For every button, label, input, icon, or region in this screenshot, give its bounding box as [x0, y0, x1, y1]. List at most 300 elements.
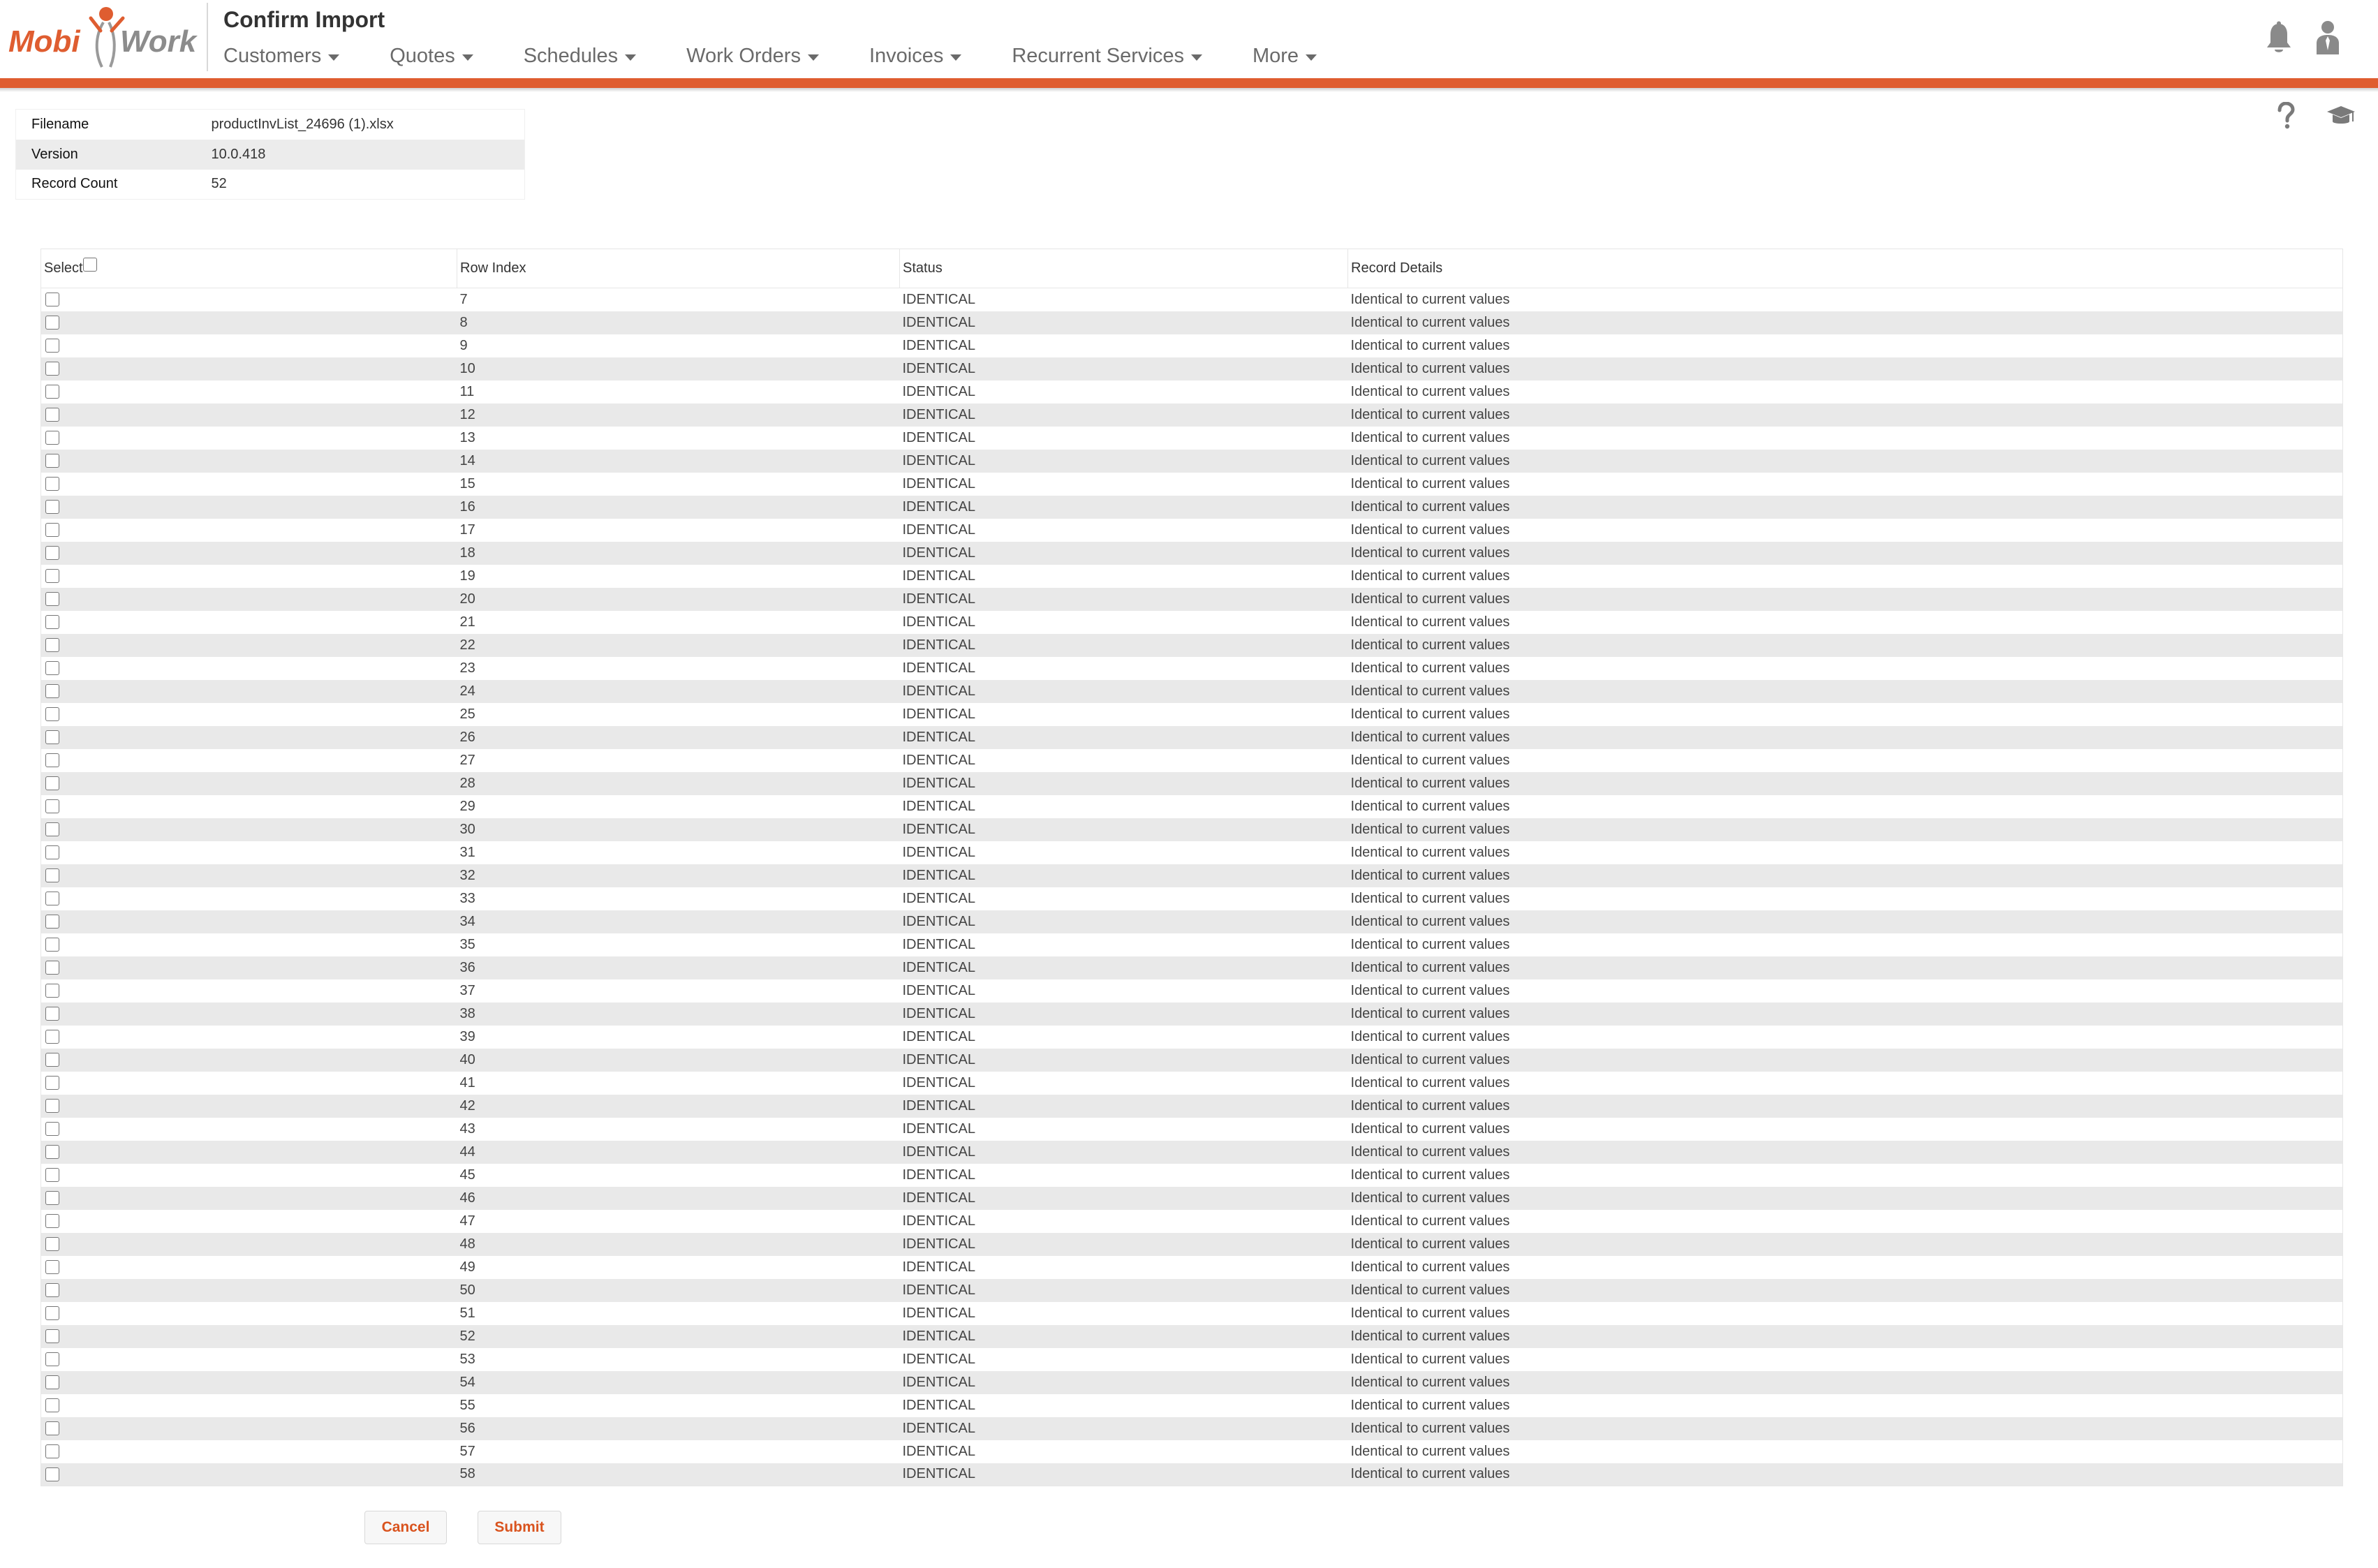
record-details-cell: Identical to current values — [1348, 1325, 2343, 1348]
record-details-cell: Identical to current values — [1348, 818, 2343, 841]
table-row — [41, 1325, 2343, 1348]
row-select-cell — [41, 910, 457, 933]
record-details-cell: Identical to current values — [1348, 726, 2343, 749]
record-details-cell: Identical to current values — [1350, 1074, 1510, 1090]
row-select-checkbox[interactable] — [45, 661, 59, 675]
status-cell: IDENTICAL — [900, 1417, 1348, 1440]
col-header-select — [41, 249, 457, 288]
row-index-cell: 39 — [459, 1028, 475, 1044]
row-select-cell — [41, 818, 457, 841]
status-cell: IDENTICAL — [902, 568, 975, 584]
row-select-cell — [41, 1072, 457, 1095]
table-row — [41, 1118, 2343, 1141]
row-select-cell — [41, 1463, 457, 1486]
row-select-cell — [41, 1440, 457, 1463]
table-row — [41, 818, 2343, 841]
table-row — [41, 910, 2343, 933]
row-select-checkbox[interactable] — [45, 799, 59, 813]
nav-more[interactable] — [1253, 45, 1317, 68]
status-cell: IDENTICAL — [902, 890, 975, 906]
row-select-cell — [41, 1210, 457, 1233]
table-row — [41, 841, 2343, 864]
row-index-cell: 30 — [457, 818, 900, 841]
row-select-checkbox[interactable] — [45, 730, 59, 744]
table-row — [41, 1141, 2343, 1164]
status-cell: IDENTICAL — [900, 1325, 1348, 1348]
row-index-cell: 37 — [459, 982, 475, 998]
meta-value: 52 — [211, 176, 227, 192]
row-index-cell: 48 — [457, 1233, 900, 1256]
status-cell: IDENTICAL — [902, 1259, 975, 1275]
table-row — [41, 357, 2343, 380]
row-select-cell — [41, 1417, 457, 1440]
status-cell: IDENTICAL — [900, 864, 1348, 887]
table-row — [41, 1302, 2343, 1325]
row-index-cell: 10 — [457, 357, 900, 380]
row-select-cell — [41, 634, 457, 657]
row-select-checkbox[interactable] — [45, 1191, 59, 1205]
table-row — [41, 427, 2343, 450]
record-details-cell: Identical to current values — [1350, 1397, 1510, 1413]
record-details-cell: Identical to current values — [1348, 1003, 2343, 1026]
row-select-cell — [41, 772, 457, 795]
status-cell: IDENTICAL — [902, 522, 975, 538]
row-select-cell — [41, 611, 457, 634]
row-select-checkbox[interactable] — [45, 1099, 59, 1113]
status-cell: IDENTICAL — [900, 1463, 1348, 1486]
row-select-cell — [41, 519, 457, 542]
row-select-cell — [41, 311, 457, 334]
status-cell: IDENTICAL — [902, 1443, 975, 1459]
table-row — [41, 473, 2343, 496]
row-index-cell: 11 — [459, 383, 475, 399]
row-select-checkbox[interactable] — [45, 408, 59, 422]
status-cell: IDENTICAL — [902, 1120, 975, 1137]
row-select-checkbox[interactable] — [45, 316, 59, 330]
row-index-cell: 7 — [459, 291, 468, 307]
status-cell: IDENTICAL — [902, 1028, 975, 1044]
row-index-cell: 29 — [459, 798, 475, 814]
table-row — [41, 795, 2343, 818]
status-cell: IDENTICAL — [900, 357, 1348, 380]
status-cell: IDENTICAL — [902, 936, 975, 952]
status-cell: IDENTICAL — [900, 496, 1348, 519]
record-details-cell: Identical to current values — [1348, 1141, 2343, 1164]
row-select-checkbox[interactable] — [45, 868, 59, 882]
cancel-button[interactable]: Cancel — [364, 1511, 447, 1544]
record-details-cell: Identical to current values — [1350, 1213, 1510, 1229]
row-select-checkbox[interactable] — [45, 638, 59, 652]
row-index-cell: 40 — [457, 1049, 900, 1072]
row-select-checkbox[interactable] — [45, 454, 59, 468]
row-select-checkbox[interactable] — [45, 1053, 59, 1067]
record-details-cell: Identical to current values — [1350, 844, 1510, 860]
row-index-cell: 13 — [459, 429, 475, 445]
row-select-cell — [41, 1371, 457, 1394]
table-row — [41, 1187, 2343, 1210]
row-select-cell — [41, 726, 457, 749]
table-row — [41, 380, 2343, 404]
status-cell: IDENTICAL — [902, 798, 975, 814]
logo-divider — [207, 3, 208, 71]
table-row — [41, 288, 2343, 311]
row-select-cell — [41, 357, 457, 380]
row-select-checkbox[interactable] — [45, 1398, 59, 1412]
status-cell: IDENTICAL — [900, 1003, 1348, 1026]
status-cell: IDENTICAL — [900, 588, 1348, 611]
record-details-cell: Identical to current values — [1348, 357, 2343, 380]
table-row — [41, 956, 2343, 979]
row-select-cell — [41, 450, 457, 473]
row-select-checkbox[interactable] — [45, 1260, 59, 1274]
row-select-cell — [41, 1049, 457, 1072]
row-select-cell — [41, 1118, 457, 1141]
nav-customers[interactable] — [223, 45, 339, 68]
status-cell: IDENTICAL — [902, 660, 975, 676]
row-select-checkbox[interactable] — [45, 892, 59, 905]
table-row — [41, 933, 2343, 956]
table-row — [41, 1440, 2343, 1463]
row-select-cell — [41, 841, 457, 864]
row-select-checkbox[interactable] — [45, 546, 59, 560]
meta-key: Record Count — [31, 176, 118, 192]
user-icon[interactable] — [2314, 20, 2342, 56]
row-index-cell: 32 — [457, 864, 900, 887]
row-select-cell — [41, 749, 457, 772]
nav-recurrent-services-label: Recurrent Services — [1012, 44, 1184, 67]
row-select-checkbox[interactable] — [45, 1030, 59, 1044]
nav-quotes-label: Quotes — [390, 44, 455, 67]
record-details-cell: Identical to current values — [1350, 568, 1510, 584]
row-index-cell: 35 — [459, 936, 475, 952]
row-select-checkbox[interactable] — [45, 615, 59, 629]
status-cell: IDENTICAL — [900, 1095, 1348, 1118]
row-select-checkbox[interactable] — [45, 1145, 59, 1159]
row-index-cell: 26 — [457, 726, 900, 749]
table-row — [41, 634, 2343, 657]
nav-recurrent-services[interactable] — [1012, 45, 1202, 68]
row-index-cell: 14 — [457, 450, 900, 473]
table-row — [41, 1348, 2343, 1371]
row-select-checkbox[interactable] — [45, 1237, 59, 1251]
row-index-cell: 58 — [457, 1463, 900, 1486]
row-index-cell: 44 — [457, 1141, 900, 1164]
row-select-checkbox[interactable] — [45, 984, 59, 998]
row-select-cell — [41, 1325, 457, 1348]
row-select-cell — [41, 542, 457, 565]
page-title: Confirm Import — [223, 7, 385, 32]
row-select-checkbox[interactable] — [45, 1352, 59, 1366]
row-select-cell — [41, 657, 457, 680]
row-select-checkbox[interactable] — [45, 1122, 59, 1136]
nav-schedules[interactable] — [524, 45, 636, 68]
row-select-checkbox[interactable] — [45, 1444, 59, 1458]
col-header-record-details: Record Details — [1348, 249, 2343, 288]
caret-down-icon — [1191, 54, 1202, 61]
record-details-cell: Identical to current values — [1350, 752, 1510, 768]
row-index-cell: 20 — [457, 588, 900, 611]
row-index-cell: 54 — [457, 1371, 900, 1394]
row-index-cell: 50 — [457, 1279, 900, 1302]
row-select-checkbox[interactable] — [45, 753, 59, 767]
record-details-cell: Identical to current values — [1348, 542, 2343, 565]
table-row — [41, 1233, 2343, 1256]
select-all-checkbox[interactable] — [83, 258, 97, 272]
table-row — [41, 726, 2343, 749]
status-cell: IDENTICAL — [900, 772, 1348, 795]
record-details-cell: Identical to current values — [1350, 936, 1510, 952]
row-index-cell: 25 — [459, 706, 475, 722]
status-cell: IDENTICAL — [900, 1049, 1348, 1072]
table-row — [41, 450, 2343, 473]
status-cell: IDENTICAL — [902, 1305, 975, 1321]
record-details-cell: Identical to current values — [1350, 383, 1510, 399]
row-select-cell — [41, 933, 457, 956]
row-index-cell: 42 — [457, 1095, 900, 1118]
row-index-cell: 33 — [459, 890, 475, 906]
record-details-cell: Identical to current values — [1348, 680, 2343, 703]
table-row — [41, 657, 2343, 680]
record-details-cell: Identical to current values — [1350, 337, 1510, 353]
table-row — [41, 1026, 2343, 1049]
row-select-checkbox[interactable] — [45, 822, 59, 836]
row-select-checkbox[interactable] — [45, 385, 59, 399]
row-select-cell — [41, 1302, 457, 1325]
table-row — [41, 1279, 2343, 1302]
import-records-table — [40, 249, 2343, 1486]
row-select-checkbox[interactable] — [45, 776, 59, 790]
status-cell: IDENTICAL — [900, 311, 1348, 334]
record-details-cell: Identical to current values — [1348, 1463, 2343, 1486]
row-select-checkbox[interactable] — [45, 845, 59, 859]
row-select-checkbox[interactable] — [45, 523, 59, 537]
row-select-checkbox[interactable] — [45, 1214, 59, 1228]
record-details-cell: Identical to current values — [1350, 1028, 1510, 1044]
import-meta-table — [15, 109, 525, 200]
row-index-cell: 9 — [459, 337, 468, 353]
row-select-checkbox[interactable] — [45, 1076, 59, 1090]
row-select-cell — [41, 1164, 457, 1187]
row-select-cell — [41, 588, 457, 611]
row-select-cell — [41, 404, 457, 427]
row-index-cell: 38 — [457, 1003, 900, 1026]
table-row — [41, 1256, 2343, 1279]
nav-work-orders-label: Work Orders — [686, 44, 801, 67]
row-index-cell: 21 — [459, 614, 475, 630]
meta-value: productInvList_24696 (1).xlsx — [211, 116, 394, 132]
row-index-cell: 19 — [459, 568, 475, 584]
status-cell: IDENTICAL — [900, 1279, 1348, 1302]
row-select-checkbox[interactable] — [45, 1168, 59, 1182]
record-details-cell: Identical to current values — [1350, 890, 1510, 906]
table-body — [41, 288, 2343, 1486]
row-index-cell: 36 — [457, 956, 900, 979]
record-details-cell: Identical to current values — [1350, 429, 1510, 445]
table-row — [41, 1072, 2343, 1095]
status-cell: IDENTICAL — [902, 291, 975, 307]
status-cell: IDENTICAL — [900, 542, 1348, 565]
table-row — [41, 1463, 2343, 1486]
status-cell: IDENTICAL — [902, 383, 975, 399]
row-index-cell: 16 — [457, 496, 900, 519]
table-row — [41, 611, 2343, 634]
status-cell: IDENTICAL — [900, 956, 1348, 979]
row-index-cell: 53 — [459, 1351, 475, 1367]
row-select-cell — [41, 288, 457, 311]
record-details-cell: Identical to current values — [1350, 1259, 1510, 1275]
status-cell: IDENTICAL — [900, 404, 1348, 427]
row-select-checkbox[interactable] — [45, 592, 59, 606]
status-cell: IDENTICAL — [900, 726, 1348, 749]
row-select-cell — [41, 427, 457, 450]
col-header-status: Status — [900, 249, 1348, 288]
row-index-cell: 51 — [459, 1305, 475, 1321]
row-select-checkbox[interactable] — [45, 915, 59, 929]
record-details-cell: Identical to current values — [1350, 291, 1510, 307]
row-select-cell — [41, 979, 457, 1003]
record-details-cell: Identical to current values — [1348, 1371, 2343, 1394]
row-select-checkbox[interactable] — [45, 1375, 59, 1389]
record-details-cell: Identical to current values — [1350, 1120, 1510, 1137]
status-cell: IDENTICAL — [900, 450, 1348, 473]
row-select-checkbox[interactable] — [45, 477, 59, 491]
row-select-checkbox[interactable] — [45, 1421, 59, 1435]
table-row — [41, 311, 2343, 334]
table-row — [41, 864, 2343, 887]
row-select-cell — [41, 334, 457, 357]
record-details-cell: Identical to current values — [1348, 496, 2343, 519]
row-select-checkbox[interactable] — [45, 339, 59, 353]
table-row — [41, 1003, 2343, 1026]
meta-row-filename — [16, 110, 525, 140]
row-index-cell: 56 — [457, 1417, 900, 1440]
record-details-cell: Identical to current values — [1348, 1095, 2343, 1118]
table-row — [41, 496, 2343, 519]
mobiwork-logo[interactable] — [6, 3, 208, 70]
row-index-cell: 23 — [459, 660, 475, 676]
record-details-cell: Identical to current values — [1348, 311, 2343, 334]
caret-down-icon — [808, 54, 819, 61]
row-select-checkbox[interactable] — [45, 684, 59, 698]
graduation-cap-icon[interactable] — [2326, 103, 2356, 128]
status-cell: IDENTICAL — [902, 1351, 975, 1367]
status-cell: IDENTICAL — [902, 1213, 975, 1229]
nav-invoices-label: Invoices — [869, 44, 944, 67]
meta-row-version — [16, 140, 525, 170]
caret-down-icon — [950, 54, 961, 61]
table-row — [41, 1417, 2343, 1440]
nav-work-orders[interactable] — [686, 45, 819, 68]
row-select-cell — [41, 565, 457, 588]
row-select-checkbox[interactable] — [45, 1283, 59, 1297]
row-select-cell — [41, 1256, 457, 1279]
record-details-cell: Identical to current values — [1348, 404, 2343, 427]
table-row — [41, 703, 2343, 726]
row-select-checkbox[interactable] — [45, 1007, 59, 1021]
submit-button[interactable]: Submit — [478, 1511, 561, 1544]
row-select-checkbox[interactable] — [45, 293, 59, 306]
row-select-checkbox[interactable] — [45, 1329, 59, 1343]
row-select-cell — [41, 1394, 457, 1417]
row-select-checkbox[interactable] — [45, 431, 59, 445]
row-index-cell: 15 — [459, 475, 475, 491]
table-row — [41, 1095, 2343, 1118]
record-details-cell: Identical to current values — [1350, 660, 1510, 676]
row-select-checkbox[interactable] — [45, 938, 59, 952]
table-row — [41, 979, 2343, 1003]
row-select-cell — [41, 1141, 457, 1164]
row-index-cell: 47 — [459, 1213, 475, 1229]
meta-value: 10.0.418 — [196, 140, 525, 170]
record-details-cell: Identical to current values — [1350, 706, 1510, 722]
row-select-checkbox[interactable] — [45, 362, 59, 376]
table-row — [41, 887, 2343, 910]
row-select-checkbox[interactable] — [45, 707, 59, 721]
record-details-cell: Identical to current values — [1348, 772, 2343, 795]
meta-key: Version — [16, 140, 196, 170]
row-index-cell: 18 — [457, 542, 900, 565]
meta-row-record-count — [16, 170, 525, 200]
row-select-cell — [41, 703, 457, 726]
row-index-cell: 34 — [457, 910, 900, 933]
col-header-row-index: Row Index — [457, 249, 900, 288]
row-index-cell: 27 — [459, 752, 475, 768]
record-details-cell: Identical to current values — [1348, 1417, 2343, 1440]
row-index-cell: 46 — [457, 1187, 900, 1210]
row-select-checkbox[interactable] — [45, 569, 59, 583]
help-icon[interactable] — [2275, 102, 2297, 130]
svg-text:Work: Work — [120, 24, 197, 59]
record-details-cell: Identical to current values — [1348, 910, 2343, 933]
table-row — [41, 588, 2343, 611]
app-header — [0, 0, 2378, 78]
status-cell: IDENTICAL — [900, 680, 1348, 703]
bell-icon[interactable] — [2265, 21, 2293, 56]
row-select-checkbox[interactable] — [45, 1467, 59, 1481]
nav-invoices[interactable] — [869, 45, 961, 68]
row-select-checkbox[interactable] — [45, 500, 59, 514]
status-cell: IDENTICAL — [902, 1074, 975, 1090]
row-select-cell — [41, 1026, 457, 1049]
row-select-cell — [41, 1095, 457, 1118]
table-row — [41, 1164, 2343, 1187]
status-cell: IDENTICAL — [902, 475, 975, 491]
row-select-cell — [41, 1348, 457, 1371]
nav-customers-label: Customers — [223, 44, 322, 67]
record-details-cell: Identical to current values — [1348, 1279, 2343, 1302]
table-row — [41, 1371, 2343, 1394]
row-select-checkbox[interactable] — [45, 1306, 59, 1320]
status-cell: IDENTICAL — [902, 429, 975, 445]
caret-down-icon — [462, 54, 473, 61]
status-cell: IDENTICAL — [902, 337, 975, 353]
status-cell: IDENTICAL — [900, 1141, 1348, 1164]
caret-down-icon — [625, 54, 636, 61]
meta-key: Filename — [31, 116, 89, 132]
row-index-cell: 43 — [459, 1120, 475, 1137]
record-details-cell: Identical to current values — [1350, 982, 1510, 998]
record-details-cell: Identical to current values — [1348, 1049, 2343, 1072]
svg-text:Mobi: Mobi — [8, 24, 80, 59]
row-select-cell — [41, 380, 457, 404]
record-details-cell: Identical to current values — [1348, 1187, 2343, 1210]
row-select-cell — [41, 795, 457, 818]
nav-quotes[interactable] — [390, 45, 473, 68]
row-select-cell — [41, 1233, 457, 1256]
row-index-cell: 49 — [459, 1259, 475, 1275]
row-select-checkbox[interactable] — [45, 961, 59, 975]
caret-down-icon — [328, 54, 339, 61]
